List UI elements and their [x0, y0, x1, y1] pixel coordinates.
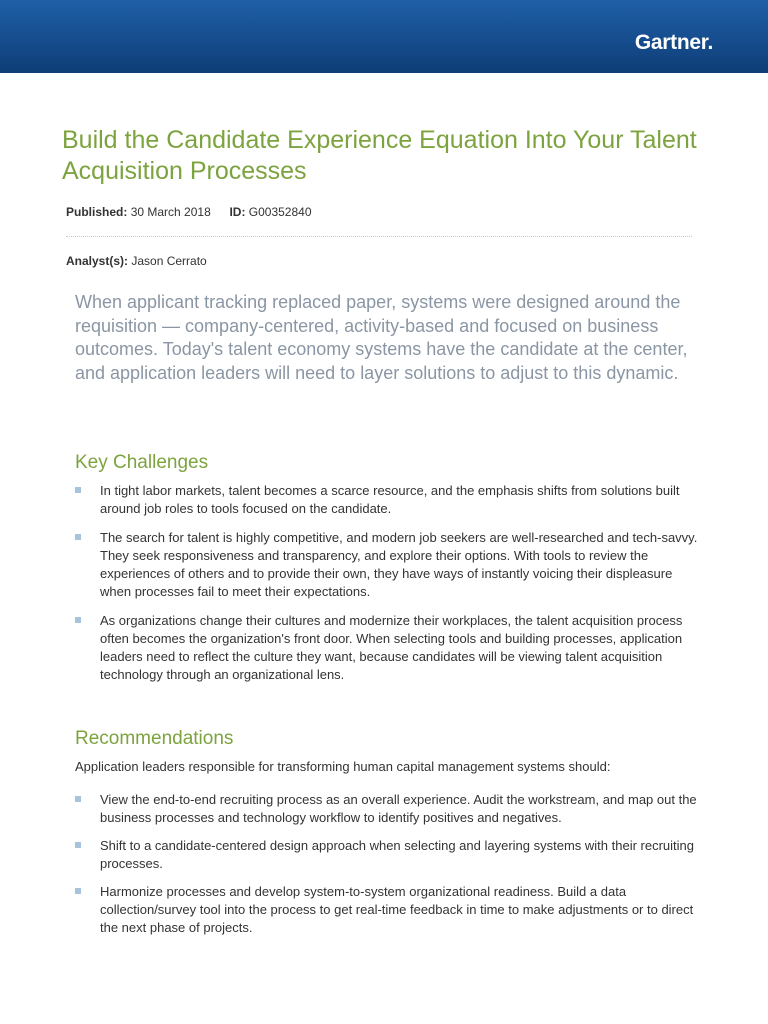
analyst-name: Jason Cerrato: [131, 254, 207, 268]
brand-dot: .: [707, 31, 713, 54]
summary-paragraph: When applicant tracking replaced paper, systems were designed around the requisition — company-centered, activity-based and focused on business outcomes. Today's talent economy systems have the candidate at the center, and application leaders will need to layer solutions to adjust to this dynamic.: [75, 292, 688, 383]
list-item: [75, 883, 700, 937]
id-label: ID:: [229, 205, 246, 219]
list-item-text: Harmonize processes and develop system-to-system organizational readiness. Build a data collection/survey tool into the process to get real-time feedback in time to make adjustments or to direct the next phase of projects.: [100, 884, 694, 935]
brand-name: Gartner: [634, 31, 708, 54]
bullet-square-icon: [75, 487, 81, 493]
list-item-text: Shift to a candidate-centered design approach when selecting and layering systems with their recruiting processes.: [100, 838, 695, 871]
key-challenges-list: [75, 482, 700, 684]
document-id: G00352840: [248, 205, 312, 219]
bullet-square-icon: [75, 617, 81, 623]
list-item: [75, 529, 700, 601]
bullet-square-icon: [75, 796, 81, 802]
dotted-divider: [66, 236, 692, 237]
list-item-text: As organizations change their cultures and modernize their workplaces, the talent acquisition process often becomes the organization's front door. When selecting tools and building processes, application leaders need to reflect the culture they want, because candidates will be viewing talent acquisition technology through an organizational lens.: [100, 613, 683, 682]
document-title: Build the Candidate Experience Equation Into Your Talent Acquisition Processes: [62, 126, 697, 185]
list-item: [75, 837, 700, 873]
list-item: [75, 482, 700, 518]
list-item-text: In tight labor markets, talent becomes a scarce resource, and the emphasis shifts from solutions built around job roles to tools focused on the candidate.: [100, 483, 680, 516]
published-date: 30 March 2018: [130, 205, 211, 219]
publication-meta: [66, 204, 312, 220]
list-item: [75, 612, 700, 684]
list-item-text: The search for talent is highly competitive, and modern job seekers are well-researched and tech-savvy. They seek responsiveness and transparency, and explore their options. With tools to review the experiences of others and to provide their own, they have ways of instantly voicing their displeasure when processes fail to meet their expectations.: [100, 530, 698, 599]
list-item-text: View the end-to-end recruiting process as an overall experience. Audit the workstream, and map out the business processes and technology workflow to identify positives and negatives.: [100, 792, 697, 825]
bullet-square-icon: [75, 842, 81, 848]
recommendations-intro: Application leaders responsible for transforming human capital management systems should:: [75, 759, 611, 774]
analyst-label: Analyst(s):: [66, 254, 129, 268]
published-label: Published:: [66, 205, 128, 219]
gartner-logo: [635, 30, 713, 56]
bullet-square-icon: [75, 534, 81, 540]
key-challenges-heading: Key Challenges: [75, 452, 209, 473]
recommendations-list: [75, 791, 700, 937]
list-item: [75, 791, 700, 827]
recommendations-heading: Recommendations: [75, 728, 234, 749]
analyst-line: [66, 253, 207, 269]
bullet-square-icon: [75, 888, 81, 894]
header-banner: [0, 0, 768, 73]
